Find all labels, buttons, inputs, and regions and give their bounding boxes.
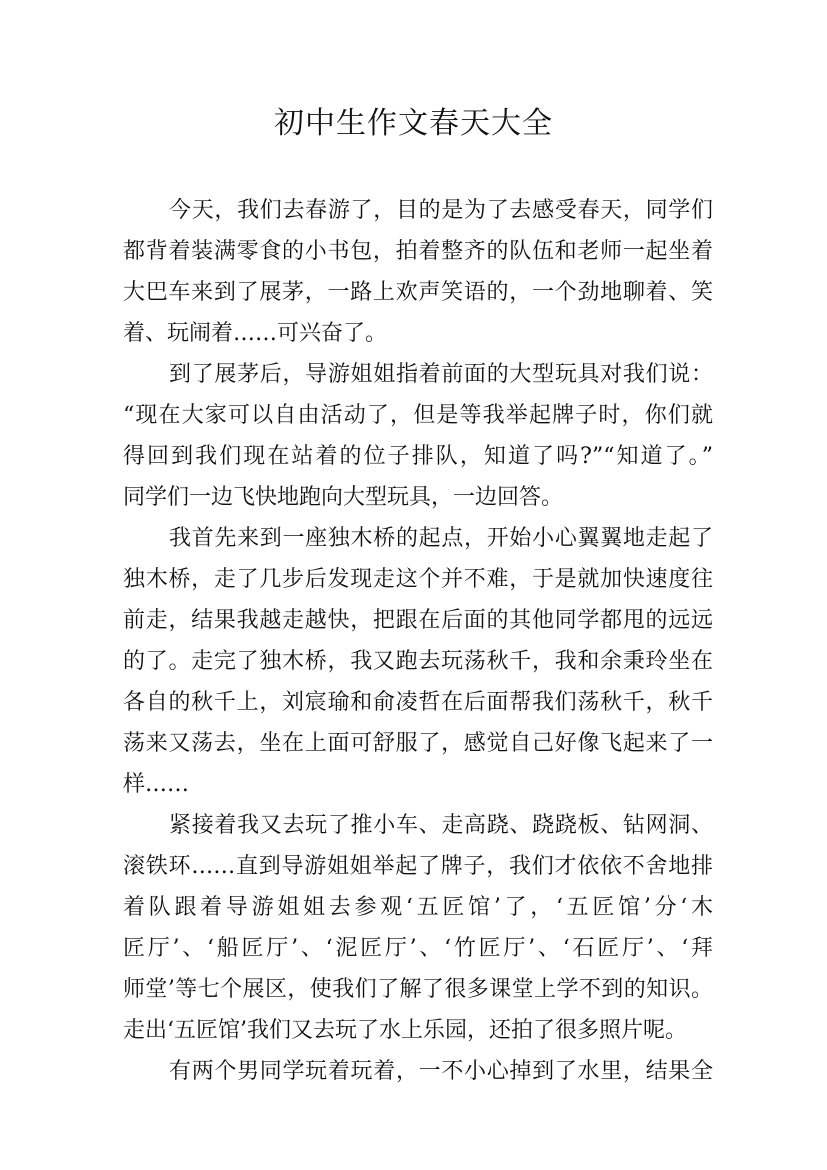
essay-line: 的了。走完了独木桥，我又跑去玩荡秋千，我和余秉玲坐在 bbox=[123, 649, 713, 674]
essay-line: 荡来又荡去，坐在上面可舒服了，感觉自己好像飞起来了一 bbox=[123, 731, 713, 756]
essay-line: 有两个男同学玩着玩着，一不小心掉到了水里，结果全 bbox=[169, 1059, 713, 1084]
essay-line: 前走，结果我越走越快，把跟在后面的其他同学都甩的远远 bbox=[123, 608, 713, 633]
essay-line: 着、玩闹着……可兴奋了。 bbox=[123, 321, 388, 346]
essay-line: 独木桥，走了几步后发现走这个并不难，于是就加快速度往 bbox=[123, 567, 713, 592]
essay-body bbox=[123, 190, 713, 1092]
essay-line: 大巴车来到了展茅，一路上欢声笑语的，一个劲地聊着、笑 bbox=[123, 280, 713, 305]
essay-line: 到了展茅后，导游姐姐指着前面的大型玩具对我们说： bbox=[169, 362, 713, 387]
essay-line: 今天，我们去春游了，目的是为了去感受春天，同学们 bbox=[169, 198, 713, 223]
essay-line: 匠厅’、‘船匠厅’、‘泥匠厅’、‘竹匠厅’、‘石匠厅’、‘拜 bbox=[123, 936, 713, 961]
essay-line: 得回到我们现在站着的位子排队，知道了吗?”“知道了。” bbox=[123, 444, 713, 469]
essay-line: 样…… bbox=[123, 772, 190, 797]
essay-line: 着队跟着导游姐姐去参观‘五匠馆’了，‘五匠馆’分‘木 bbox=[123, 895, 713, 920]
document-title: 初中生作文春天大全 bbox=[274, 106, 553, 141]
essay-line: “现在大家可以自由活动了，但是等我举起牌子时，你们就 bbox=[123, 403, 713, 428]
essay-line: 都背着装满零食的小书包，拍着整齐的队伍和老师一起坐着 bbox=[123, 239, 713, 264]
essay-line: 师堂’等七个展区，使我们了解了很多课堂上学不到的知识。 bbox=[123, 977, 713, 1002]
essay-line: 紧接着我又去玩了推小车、走高跷、跷跷板、钻网洞、 bbox=[169, 813, 713, 838]
essay-line: 滚铁环……直到导游姐姐举起了牌子，我们才依依不舍地排 bbox=[123, 854, 713, 879]
essay-line: 各自的秋千上，刘宸瑜和俞凌哲在后面帮我们荡秋千，秋千 bbox=[123, 690, 713, 715]
essay-line: 同学们一边飞快地跑向大型玩具，一边回答。 bbox=[123, 485, 564, 510]
essay-line: 走出‘五匠馆’我们又去玩了水上乐园，还拍了很多照片呢。 bbox=[123, 1018, 687, 1043]
essay-line: 我首先来到一座独木桥的起点，开始小心翼翼地走起了 bbox=[169, 526, 713, 551]
